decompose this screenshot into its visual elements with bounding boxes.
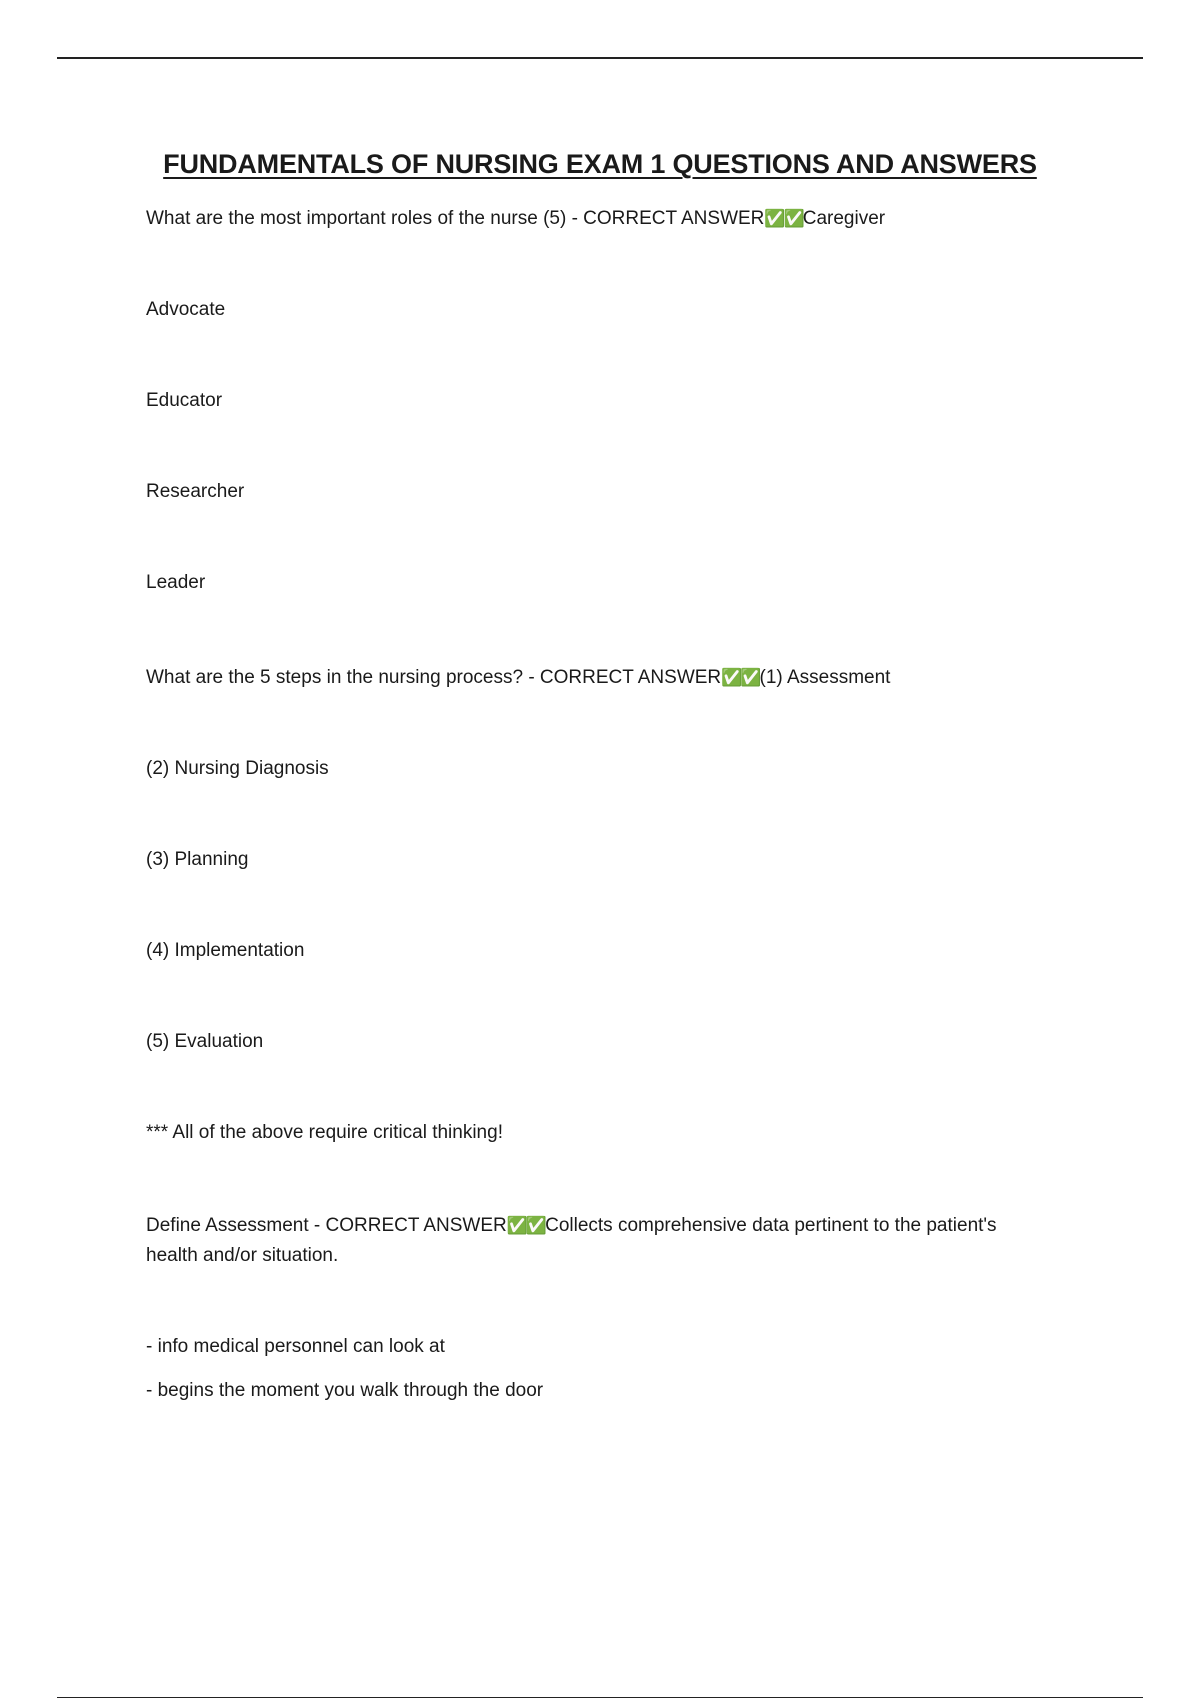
answer-line: (2) Nursing Diagnosis — [146, 758, 329, 779]
answer-line: Educator — [146, 390, 223, 411]
top-rule — [57, 57, 1143, 59]
question-1-text: What are the most important roles of the nurse (5) - CORRECT ANSWER — [146, 208, 765, 229]
bottom-rule — [57, 1697, 1143, 1698]
bullet-line: - info medical personnel can look at — [146, 1336, 445, 1357]
note-line: *** All of the above require critical thinking! — [146, 1122, 503, 1143]
answer-3-continued: health and/or situation. — [146, 1245, 339, 1266]
answer-line: Researcher — [146, 481, 245, 502]
answer-1-first: Caregiver — [802, 208, 886, 229]
question-2-text: What are the 5 steps in the nursing process? - CORRECT ANSWER — [146, 667, 722, 688]
bullet-line: - begins the moment you walk through the door — [146, 1380, 544, 1401]
answer-line: (5) Evaluation — [146, 1031, 264, 1052]
question-3 — [146, 1211, 1076, 1241]
question-1 — [146, 204, 1076, 234]
double-check-icon: ✅✅ — [506, 1216, 546, 1236]
question-2 — [146, 663, 1076, 693]
document-title: FUNDAMENTALS OF NURSING EXAM 1 QUESTIONS AND ANSWERS — [163, 149, 1037, 179]
answer-3-first: Collects comprehensive data pertinent to the patient's — [545, 1215, 997, 1236]
question-3-text: Define Assessment - CORRECT ANSWER — [146, 1215, 507, 1236]
answer-line: (3) Planning — [146, 849, 249, 870]
answer-2-first: (1) Assessment — [759, 667, 891, 688]
double-check-icon: ✅✅ — [764, 209, 803, 229]
answer-line: (4) Implementation — [146, 940, 305, 961]
answer-line: Leader — [146, 572, 206, 593]
answer-line: Advocate — [146, 299, 226, 320]
double-check-icon: ✅✅ — [721, 668, 760, 688]
